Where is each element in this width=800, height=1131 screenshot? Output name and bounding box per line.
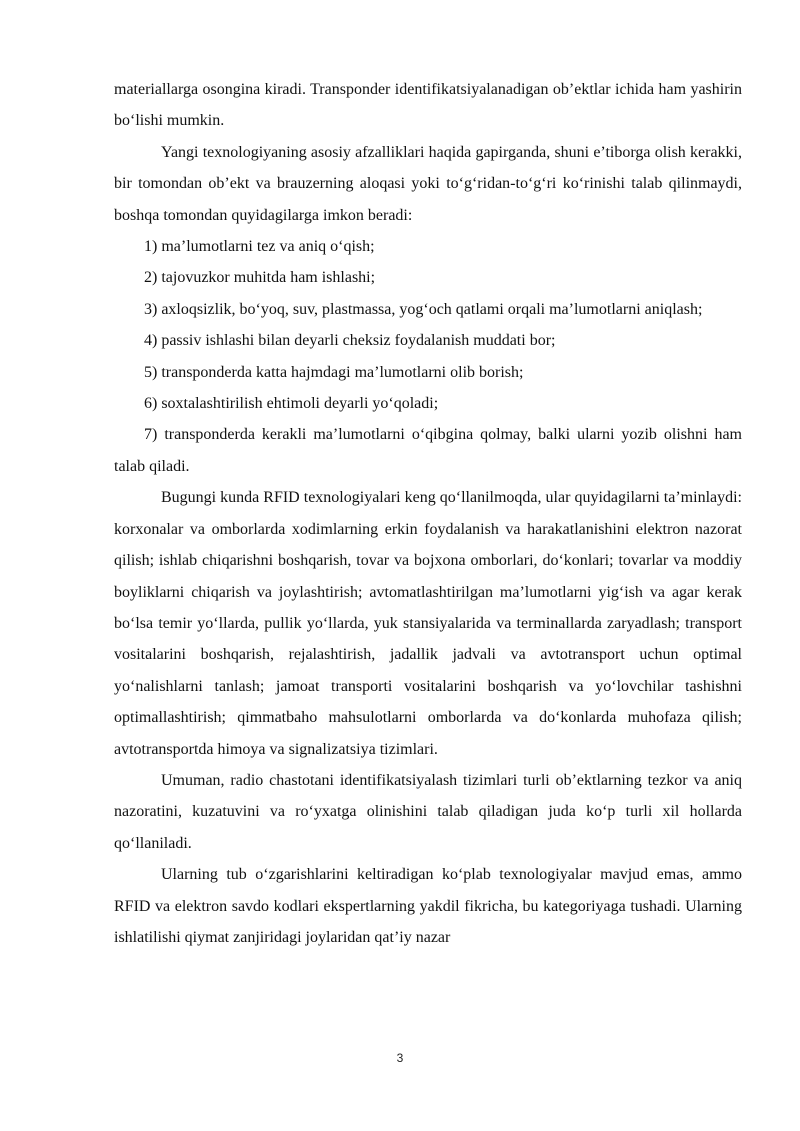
- paragraph-rfid-usage: Bugungi kunda RFID texnologiyalari keng qo‘llanilmoqda, ular quyidagilarni ta’minlaydi: korxonalar va omborlarda xodimlarning erkin foydalanish va harakatlanishini elektron nazorat qilish; ishlab chiqarishni boshqarish, tovar va bojxona omborlari, do‘konlari; tovarlar va moddiy boyliklarni chiqarish va joylashtirish; avtomatlashtirilgan ma’lumotlarni yig‘ish va agar kerak bo‘lsa temir yo‘llarda, pullik yo‘llarda, yuk stansiyalarida va terminallarda zaryadlash; transport vositalarini boshqarish, rejalashtirish, jadallik jadvali va avtotransport uchun optimal yo‘nalishlarni tanlash; jamoat transporti vositalarini boshqarish va yo‘lovchilar tashishni optimallashtirish; qimmatbaho mahsulotlarni omborlarda va do‘konlarda muhofaza qilish; avtotransportda himoya va signalizatsiya tizimlari.: [114, 489, 742, 758]
- list-item: 2) tajovuzkor muhitda ham ishlashi;: [144, 269, 376, 287]
- list-item: 1) ma’lumotlarni tez va aniq o‘qish;: [144, 238, 375, 256]
- document-body: [114, 74, 742, 953]
- list-item: 6) soxtalashtirilish ehtimoli deyarli yo‘qoladi;: [144, 395, 439, 413]
- paragraph-advantages-intro: Yangi texnologiyaning asosiy afzalliklari haqida gapirganda, shuni e’tiborga olish kerakki, bir tomondan ob’ekt va brauzerning aloqasi yoki to‘g‘ridan-to‘g‘ri ko‘rinishi talab qilinmaydi, boshqa tomondan quyidagilarga imkon beradi:: [114, 143, 742, 224]
- list-item: 5) transponderda katta hajmdagi ma’lumotlarni olib borish;: [144, 363, 524, 381]
- list-item: 7) transponderda kerakli ma’lumotlarni o‘qibgina qolmay, balki ularni yozib olishni ham talab qiladi.: [114, 426, 742, 475]
- paragraph-continuation: materiallarga osongina kiradi. Transponder identifikatsiyalanadigan ob’ektlar ichida ham yashirin bo‘lishi mumkin.: [114, 81, 742, 130]
- list-item: 4) passiv ishlashi bilan deyarli cheksiz foydalanish muddati bor;: [144, 332, 556, 350]
- list-item: 3) axloqsizlik, bo‘yoq, suv, plastmassa, yog‘och qatlami orqali ma’lumotlarni aniqlash;: [144, 300, 703, 318]
- paragraph-summary: Umuman, radio chastotani identifikatsiyalash tizimlari turli ob’ektlarning tezkor va aniq nazoratini, kuzatuvini va ro‘yxatga olinishini talab qiladigan juda ko‘p turli xil hollarda qo‘llaniladi.: [114, 771, 742, 852]
- page-number: 3: [396, 1051, 404, 1065]
- paragraph-technologies: Ularning tub o‘zgarishlarini keltiradigan ko‘plab texnologiyalar mavjud emas, ammo RFID va elektron savdo kodlari ekspertlarning yakdil fikricha, bu kategoriyaga tushadi. Ularning ishlatilishi qiymat zanjiridagi joylaridan qat’iy nazar: [114, 866, 742, 946]
